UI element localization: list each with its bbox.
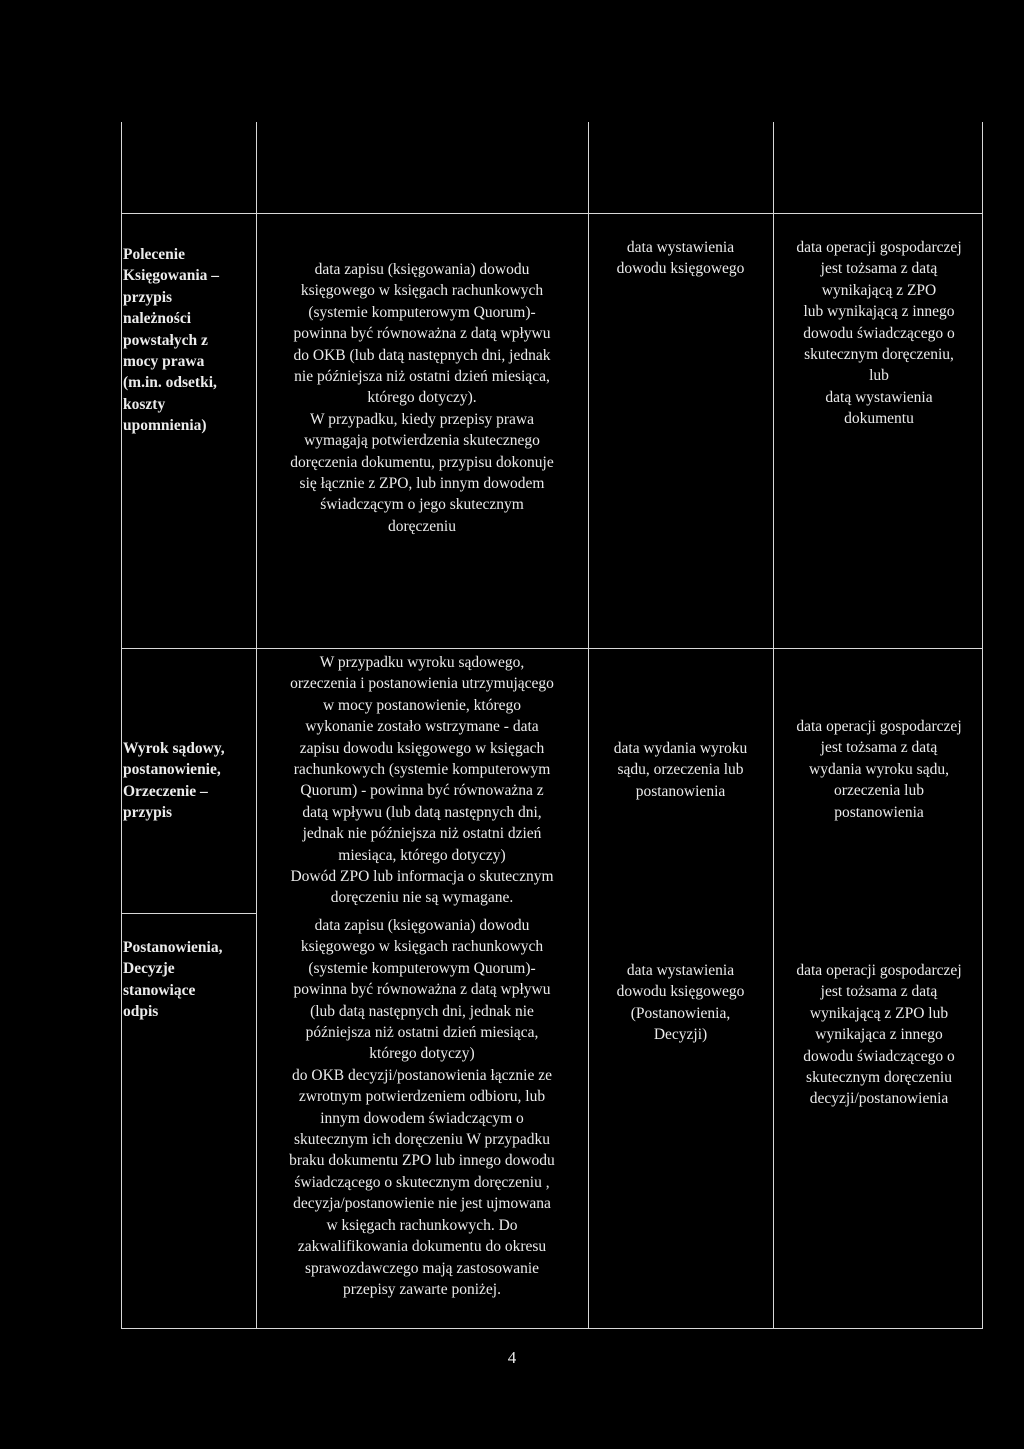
row2-posting-line: datą wpływu (lub datą następnych dni, — [302, 803, 542, 821]
row2-posting-line: jednak nie późniejsza niż ostatni dzień — [302, 825, 542, 843]
row1-posting-date-cell — [258, 259, 586, 537]
row3-posting-line: świadczącego o skutecznym doręczeniu , — [294, 1173, 550, 1191]
row1-name-line: (m.in. odsetki, — [123, 374, 217, 392]
column-divider-2 — [588, 122, 589, 1329]
row1-name-line: koszty — [123, 395, 166, 413]
row1-posting-line: powinna być równoważna z datą wpływu — [293, 325, 551, 343]
row1-posting-line: doręczenia dokumentu, przypisu dokonuje — [290, 453, 554, 471]
row1-name-line: przypis — [123, 288, 173, 306]
row1-posting-line: data zapisu (księgowania) dowodu — [314, 261, 530, 278]
row3-posting-line: skutecznym ich doręczeniu W przypadku — [294, 1131, 550, 1149]
row1-name-line: upomnienia) — [123, 417, 207, 435]
row2-operation-line: postanowienia — [834, 803, 924, 821]
row2-posting-line: W przypadku wyroku sądowego, — [319, 654, 525, 671]
row3-posting-line: późniejsza niż ostatni dzień miesiąca, — [305, 1024, 539, 1042]
row1-posting-line: wymagają potwierdzenia skutecznego — [304, 432, 540, 450]
row1-name-line: powstałych z — [123, 331, 208, 349]
row1-operation-line: datą wystawienia — [825, 388, 933, 406]
row3-operation-line: skutecznym doręczeniu — [806, 1069, 952, 1087]
row1-operation-line: lub wynikającą z innego — [803, 303, 955, 321]
row3-name-line: Postanowienia, — [123, 939, 223, 956]
row3-posting-line: przepisy zawarte poniżej. — [343, 1280, 501, 1298]
row1-posting-line: W przypadku, kiedy przepisy prawa — [310, 410, 534, 428]
row3-name-line: stanowiące — [123, 981, 196, 999]
row2-document-line: postanowienia — [635, 782, 726, 800]
row2-name-line: Orzeczenie – — [123, 782, 208, 800]
row2-operation-line: orzeczenia lub — [834, 782, 924, 800]
row2-name-line: Wyrok sądowy, — [123, 740, 225, 757]
row1-document-line: dowodu księgowego — [616, 260, 745, 278]
column-divider-1 — [256, 122, 257, 1329]
row1-name-line: należności — [123, 310, 192, 328]
row2-name-line: przypis — [123, 804, 173, 822]
row3-document-date-cell — [590, 960, 771, 1046]
row1-operation-date-cell — [775, 237, 983, 430]
row3-posting-line: powinna być równoważna z datą wpływu — [293, 981, 551, 999]
row1-posting-line: do OKB (lub datą następnych dni, jednak — [293, 346, 551, 364]
row2-document-date-cell — [590, 738, 771, 802]
row1-document-date-cell — [590, 237, 771, 280]
row3-document-line: dowodu księgowego — [616, 983, 745, 1001]
row3-name-cell — [123, 937, 255, 1023]
row3-document-line: data wystawienia — [626, 962, 735, 979]
row3-posting-line: innym dowodem świadczącym o — [320, 1109, 524, 1127]
row3-posting-line: zakwalifikowania dokumentu do okresu — [297, 1238, 547, 1256]
row2-document-line: sądu, orzeczenia lub — [617, 761, 744, 779]
row1-operation-line: dokumentu — [844, 410, 914, 428]
row1-posting-line: którego dotyczy). — [367, 389, 477, 407]
row-divider-2 — [121, 913, 257, 914]
row3-posting-line: (systemie komputerowym Quorum)- — [308, 959, 536, 977]
row3-posting-line: data zapisu (księgowania) dowodu — [314, 917, 530, 934]
row3-document-line: (Postanowienia, — [630, 1004, 731, 1022]
row1-posting-line: świadczącym o jego skutecznym — [320, 496, 524, 514]
row3-operation-line: data operacji gospodarczej — [796, 962, 962, 979]
row2-posting-line: orzeczenia i postanowienia utrzymującego — [290, 675, 554, 693]
row3-operation-line: dowodu świadczącego o — [803, 1047, 955, 1065]
row3-name-line: Decyzje — [123, 960, 175, 978]
row-divider-1 — [121, 648, 983, 649]
row1-operation-line: data operacji gospodarczej — [796, 239, 962, 256]
row3-posting-line: w księgach rachunkowych. Do — [326, 1216, 518, 1234]
row2-document-line: data wydania wyroku — [613, 740, 748, 757]
row2-operation-date-cell — [775, 716, 983, 823]
row3-posting-line: zwrotnym potwierdzeniem odbioru, lub — [298, 1088, 546, 1106]
row1-name-cell — [123, 244, 255, 437]
row2-posting-line: w mocy postanowienie, którego — [322, 696, 521, 714]
row2-operation-line: data operacji gospodarczej — [796, 718, 962, 735]
row2-posting-line: wykonanie zostało wstrzymane - data — [305, 718, 539, 736]
page-number: 4 — [507, 1348, 517, 1367]
row3-name-line: odpis — [123, 1003, 159, 1021]
column-divider-3 — [773, 122, 774, 1329]
row1-posting-line: się łącznie z ZPO, lub innym dowodem — [299, 475, 545, 493]
row2-operation-line: wydania wyroku sądu, — [809, 760, 949, 778]
table-border-bottom — [121, 1328, 983, 1329]
row1-posting-line: doręczeniu — [388, 517, 456, 535]
row1-posting-line: (systemie komputerowym Quorum)- — [308, 303, 536, 321]
row3-posting-line: (lub datą następnych dni, jednak nie — [310, 1002, 534, 1020]
row2-posting-line: Dowód ZPO lub informacja o skutecznym — [290, 868, 554, 886]
row3-posting-line: którego dotyczy) — [369, 1045, 475, 1063]
row3-posting-line: do OKB decyzji/postanowienia łącznie ze — [292, 1066, 552, 1084]
row2-posting-date-cell — [258, 652, 586, 909]
row1-operation-line: dowodu świadczącego o — [803, 324, 955, 342]
row1-posting-line: księgowego w księgach rachunkowych — [300, 282, 544, 300]
row2-name-line: postanowienie, — [123, 761, 221, 779]
row3-document-line: Decyzji) — [653, 1026, 708, 1044]
row2-posting-line: rachunkowych (systemie komputerowym — [293, 761, 551, 779]
row3-posting-line: sprawozdawczego mają zastosowanie — [304, 1259, 540, 1277]
row1-operation-line: jest tożsama z datą — [820, 260, 938, 278]
row2-operation-line: jest tożsama z datą — [820, 739, 938, 757]
row2-name-cell — [123, 738, 255, 824]
row2-posting-line: miesiąca, którego dotyczy) — [338, 846, 506, 864]
row-divider-top — [121, 213, 983, 214]
row3-operation-line: wynikającą z ZPO lub — [809, 1004, 949, 1022]
row1-name-line: Polecenie — [123, 246, 185, 263]
row1-document-line: data wystawienia — [626, 239, 735, 256]
table-border-left — [121, 122, 122, 1329]
row1-operation-line: wynikającą z ZPO — [821, 281, 937, 299]
row1-name-line: mocy prawa — [123, 353, 205, 371]
row1-operation-line: lub — [869, 367, 889, 385]
row3-posting-line: decyzja/postanowienie nie jest ujmowana — [293, 1195, 551, 1213]
row2-posting-line: Quorum) - powinna być równoważna z — [300, 782, 544, 800]
row2-posting-line: zapisu dowodu księgowego w księgach — [299, 739, 545, 757]
row3-operation-date-cell — [775, 960, 983, 1110]
row1-name-line: Księgowania – — [123, 267, 220, 285]
row1-operation-line: skutecznym doręczeniu, — [804, 346, 954, 364]
row3-posting-line: księgowego w księgach rachunkowych — [300, 938, 544, 956]
row3-posting-date-cell — [258, 915, 586, 1300]
row3-operation-line: jest tożsama z datą — [820, 983, 938, 1001]
row1-posting-line: nie późniejsza niż ostatni dzień miesiąca, — [294, 368, 550, 386]
row2-posting-line: doręczeniu nie są wymagane. — [330, 889, 514, 907]
row3-posting-line: braku dokumentu ZPO lub innego dowodu — [289, 1152, 555, 1170]
row3-operation-line: decyzji/postanowienia — [809, 1090, 949, 1108]
row3-operation-line: wynikająca z innego — [815, 1026, 943, 1044]
